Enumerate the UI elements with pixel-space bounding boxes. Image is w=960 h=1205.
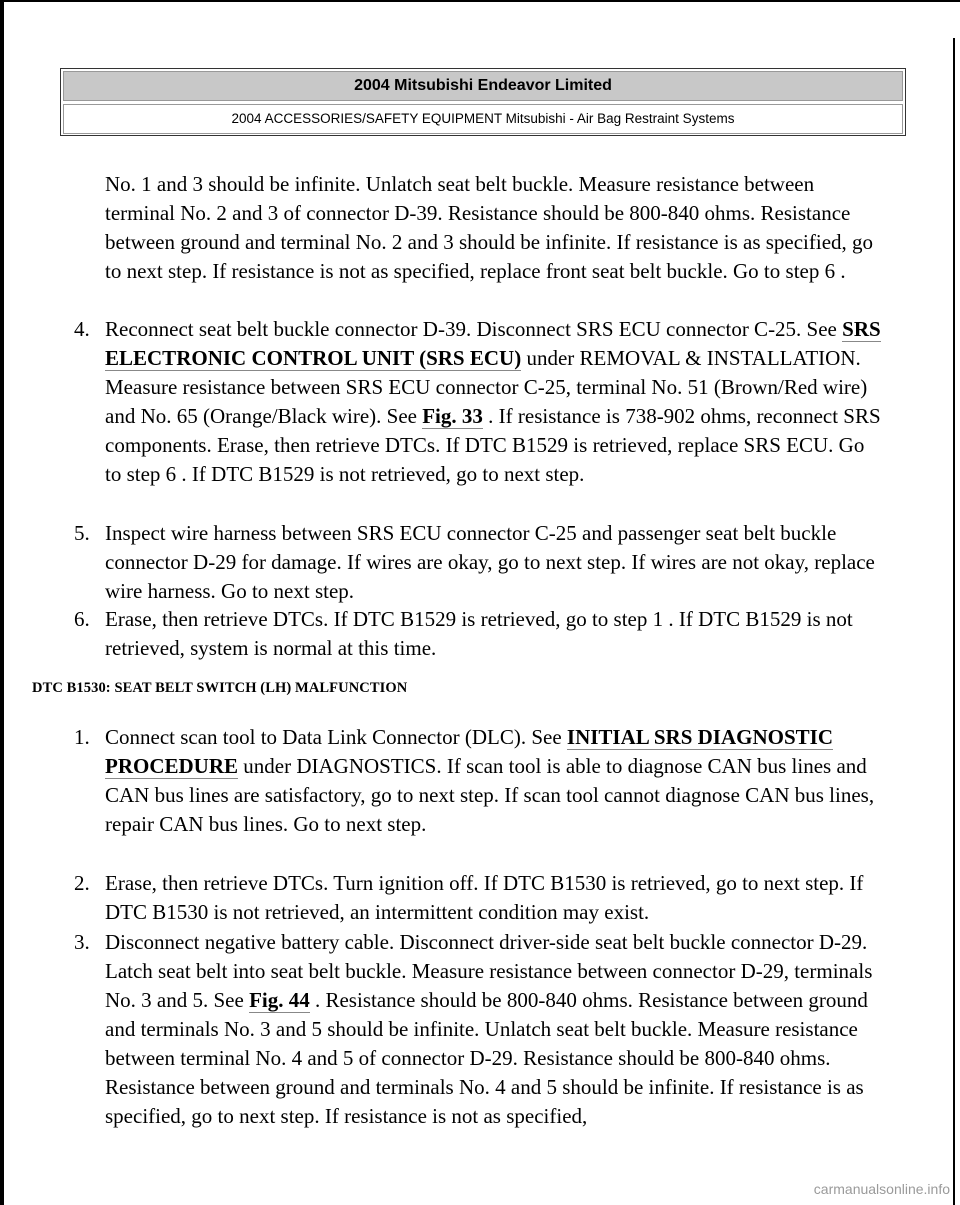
step-text: Connect scan tool to Data Link Connector (DLC). See INITIAL SRS DIAGNOSTIC PROCEDURE under DIAGNOSTICS. If scan tool is able to diagnose CAN bus lines and CAN bus lines are satisfactory, go to next step. If scan tool cannot diagnose CAN bus lines, repair CAN bus lines. Go to next step. bbox=[105, 725, 875, 836]
vehicle-title: 2004 Mitsubishi Endeavor Limited bbox=[63, 71, 903, 101]
step-number: 6. bbox=[74, 607, 90, 631]
srs-ecu-link[interactable]: SRS ELECTRONIC CONTROL UNIT (SRS ECU) bbox=[105, 317, 881, 370]
step-text: Inspect wire harness between SRS ECU connector C-25 and passenger seat belt buckle connector D-29 for damage. If wires are okay, go to next step. If wires are not okay, replace wire harness. Go to next step. bbox=[105, 521, 875, 603]
section-heading: DTC B1530: SEAT BELT SWITCH (LH) MALFUNCTION bbox=[32, 680, 408, 696]
initial-srs-diagnostic-link[interactable]: INITIAL SRS DIAGNOSTIC PROCEDURE bbox=[105, 725, 833, 778]
step-text: Reconnect seat belt buckle connector D-39. Disconnect SRS ECU connector C-25. See SRS ELECTRONIC CONTROL UNIT (SRS ECU) under REMOVAL & INSTALLATION. Measure resistance between SRS ECU connector C-25, terminal No. 51 (Brown/Red wire) and No. 65 (Orange/Black wire). See Fig. 33 . If resistance is 738-902 ohms, reconnect SRS components. Erase, then retrieve DTCs. If DTC B1529 is retrieved, replace SRS ECU. Go to step 6 . If DTC B1529 is not retrieved, go to next step. bbox=[105, 317, 881, 486]
site-watermark: carmanualsonline.info bbox=[813, 1181, 950, 1197]
step-text: Erase, then retrieve DTCs. If DTC B1529 is retrieved, go to step 1 . If DTC B1529 is not retrieved, system is normal at this time. bbox=[105, 607, 853, 660]
step-text: Erase, then retrieve DTCs. Turn ignition off. If DTC B1530 is retrieved, go to next step. If DTC B1530 is not retrieved, an intermittent condition may exist. bbox=[105, 871, 864, 924]
fig-33-link[interactable]: Fig. 33 bbox=[422, 404, 483, 428]
step-number: 1. bbox=[74, 725, 90, 749]
step-number: 3. bbox=[74, 930, 90, 954]
step-number: 5. bbox=[74, 521, 90, 545]
step-number: 2. bbox=[74, 871, 90, 895]
continuation-paragraph: No. 1 and 3 should be infinite. Unlatch seat belt buckle. Measure resistance between terminal No. 2 and 3 of connector D-39. Resistance should be 800-840 ohms. Resistance between ground and terminal No. 2 and 3 should be infinite. If resistance is as specified, go to next step. If resistance is not as specified, replace front seat belt buckle. Go to step 6 . bbox=[105, 172, 874, 283]
step-number: 4. bbox=[74, 317, 90, 341]
step-text: Disconnect negative battery cable. Disconnect driver-side seat belt buckle connector D-29. Latch seat belt into seat belt buckle. Measure resistance between connector D-29, terminals No. 3 and 5. See Fig. 44 . Resistance should be 800-840 ohms. Resistance between ground and terminals No. 3 and 5 should be infinite. Unlatch seat belt buckle. Measure resistance between terminal No. 4 and 5 of connector D-29. Resistance should be 800-840 ohms. Resistance between ground and terminals No. 4 and 5 should be infinite. If resistance is as specified, go to next step. If resistance is not as specified, bbox=[105, 930, 873, 1128]
fig-44-link[interactable]: Fig. 44 bbox=[249, 988, 310, 1012]
section-subtitle: 2004 ACCESSORIES/SAFETY EQUIPMENT Mitsubishi - Air Bag Restraint Systems bbox=[63, 104, 903, 134]
